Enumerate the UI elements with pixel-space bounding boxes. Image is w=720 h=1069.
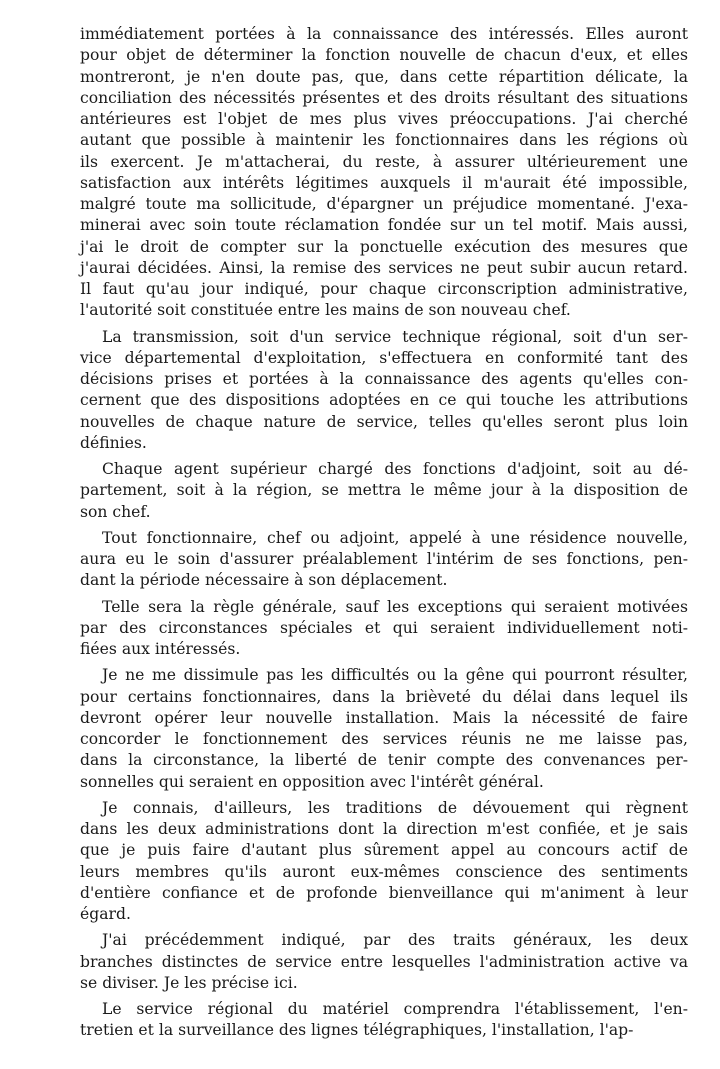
text-line: branches distinctes de service entre lesquelles l'administration active va [80,952,688,971]
text-line: son chef. [80,502,151,521]
paragraph [80,459,688,523]
text-line: nouvelles de chaque nature de service, telles qu'elles seront plus loin [80,412,688,431]
paragraph [80,528,688,592]
text-line: conciliation des nécessités présentes et des droits résultant des situations [80,88,688,107]
paragraph [80,327,688,455]
text-line: j'aurai décidées. Ainsi, la remise des services ne peut subir aucun retard. [80,258,688,277]
text-line: satisfaction aux intérêts légitimes auxquels il m'aurait été impossible, [80,173,688,192]
text-line: La transmission, soit d'un service technique régional, soit d'un ser- [102,327,688,346]
paragraph [80,798,688,926]
text-line: cernent que des dispositions adoptées en ce qui touche les attributions [80,391,688,410]
text-line: que je puis faire d'autant plus sûrement appel au concours actif de [80,841,688,860]
text-line: d'entière confiance et de profonde bienveillance qui m'animent à leur [80,883,688,902]
text-line: devront opérer leur nouvelle installation. Mais la nécessité de faire [80,708,688,727]
text-line: minerai avec soin toute réclamation fondée sur un tel motif. Mais aussi, [80,216,688,235]
text-line: dant la période nécessaire à son déplacement. [80,571,448,590]
text-line: Tout fonctionnaire, chef ou adjoint, appelé à une résidence nouvelle, [102,528,688,547]
text-line: partement, soit à la région, se mettra le même jour à la disposition de [80,481,688,500]
text-line: tretien et la surveillance des lignes télégraphiques, l'installation, l'ap- [80,1021,634,1040]
paragraph [80,597,688,661]
text-line: antérieures est l'objet de mes plus vives préoccupations. J'ai cherché [80,110,688,128]
text-line: ils exercent. Je m'attacherai, du reste, à assurer ultérieurement une [80,152,688,171]
text-line: Il faut qu'au jour indiqué, pour chaque circonscription administrative, [80,280,688,298]
text-line: dans les deux administrations dont la direction m'est confiée, et je sais [80,820,688,838]
text-line: Telle sera la règle générale, sauf les exceptions qui seraient motivées [102,597,688,616]
text-line: malgré toute ma sollicitude, d'épargner un préjudice momentané. J'exa- [80,195,688,213]
body-text [80,24,688,1042]
text-line: dans la circonstance, la liberté de tenir compte des convenances per- [80,751,688,770]
text-line: J'ai précédemment indiqué, par des traits généraux, les deux [102,931,688,950]
text-line: se diviser. Je les précise ici. [80,973,298,992]
text-line: par des circonstances spéciales et qui seraient individuellement noti- [80,618,688,637]
text-line: pour objet de déterminer la fonction nouvelle de chacun d'eux, et elles [80,46,688,65]
text-line: immédiatement portées à la connaissance des intéressés. Elles auront [80,25,688,43]
text-line: autant que possible à maintenir les fonctionnaires dans les régions où [80,131,688,150]
text-line: définies. [80,433,147,452]
text-line: j'ai le droit de compter sur la ponctuelle exécution des mesures que [80,237,688,256]
paragraph [80,24,688,322]
text-line: fiées aux intéressés. [80,640,241,658]
text-line: sonnelles qui seraient en opposition avec l'intérêt général. [80,772,544,791]
text-line: vice départemental d'exploitation, s'effectuera en conformité tant des [80,348,688,367]
text-line: montreront, je n'en doute pas, que, dans cette répartition délicate, la [80,67,688,86]
text-line: concorder le fonctionnement des services réunis ne me laisse pas, [80,730,688,748]
text-line: aura eu le soin d'assurer préalablement l'intérim de ses fonctions, pen- [80,550,688,568]
paragraph [80,665,688,793]
text-line: leurs membres qu'ils auront eux-mêmes conscience des sentiments [80,862,688,881]
text-line: décisions prises et portées à la connaissance des agents qu'elles con- [80,370,688,388]
paragraph [80,999,688,1042]
text-line: pour certains fonctionnaires, dans la brièveté du délai dans lequel ils [80,687,688,706]
text-line: Chaque agent supérieur chargé des fonctions d'adjoint, soit au dé- [102,460,688,478]
paragraph [80,930,688,994]
text-line: Le service régional du matériel comprendra l'établissement, l'en- [102,1000,688,1018]
text-line: égard. [80,905,131,923]
text-line: l'autorité soit constituée entre les mains de son nouveau chef. [80,301,571,320]
text-line: Je connais, d'ailleurs, les traditions de dévouement qui règnent [102,798,688,817]
text-line: Je ne me dissimule pas les difficultés ou la gêne qui pourront résulter, [102,666,688,685]
